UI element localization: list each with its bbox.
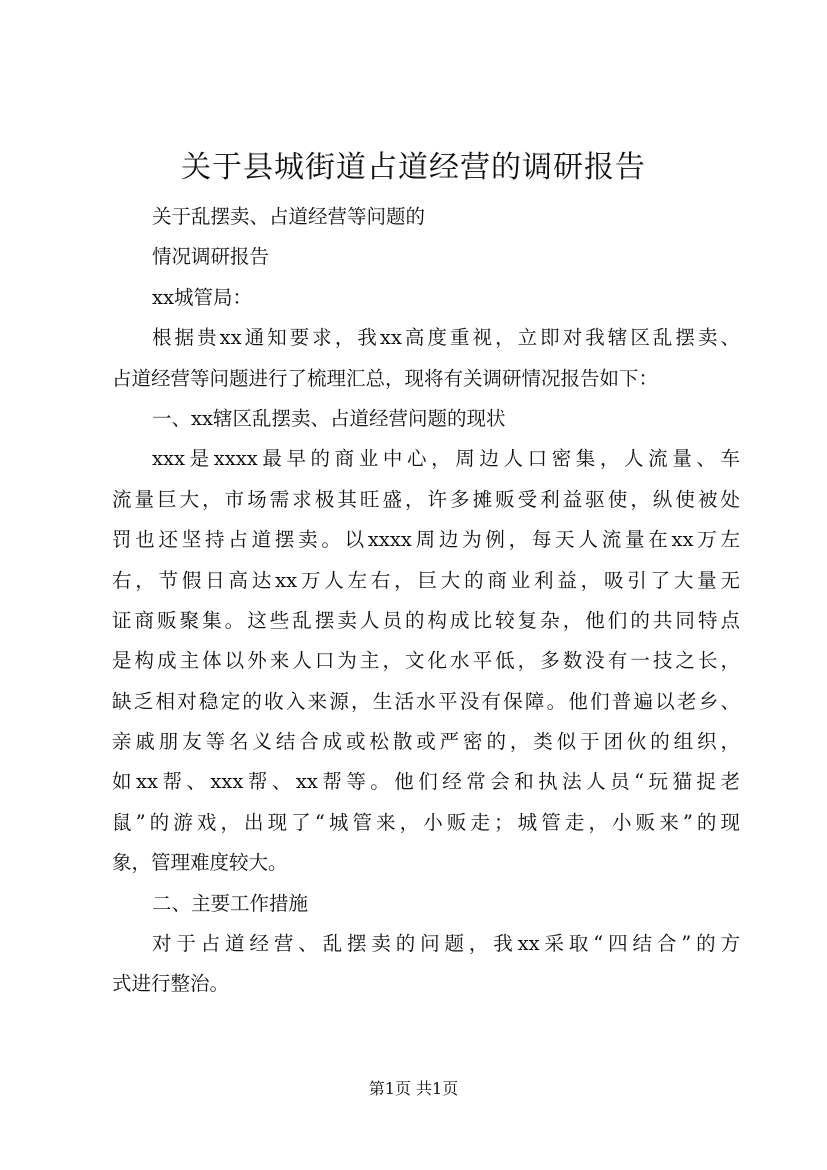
body-line: 根据贵xx通知要求，我xx高度重视，立即对我辖区乱摆卖、 xyxy=(152,326,740,350)
body-line: 罚也还坚持占道摆卖。以xxxx周边为例，每天人流量在xx万左 xyxy=(112,528,740,552)
document-title: 关于县城街道占道经营的调研报告 xyxy=(181,150,646,185)
body-line: 二、主要工作措施 xyxy=(152,891,309,915)
body-line: 一、xx辖区乱摆卖、占道经营问题的现状 xyxy=(152,406,506,430)
body-line: 情况调研报告 xyxy=(152,245,270,269)
body-line: 亲戚朋友等名义结合成或松散或严密的，类似于团伙的组织， xyxy=(112,730,740,754)
document-body xyxy=(112,197,740,1005)
body-line: 缺乏相对稳定的收入来源，生活水平没有保障。他们普遍以老乡、 xyxy=(112,689,740,713)
body-line: 如xx帮、xxx帮、xx帮等。他们经常会和执法人员“玩猫捉老 xyxy=(112,770,740,794)
body-line: 式进行整治。 xyxy=(112,972,230,996)
body-line: 占道经营等问题进行了梳理汇总，现将有关调研情况报告如下： xyxy=(112,366,659,390)
body-line: 右，节假日高达xx万人左右，巨大的商业利益，吸引了大量无 xyxy=(112,568,740,592)
body-line: 鼠”的游戏，出现了“城管来，小贩走；城管走，小贩来”的现 xyxy=(112,810,740,834)
body-line: xx城管局： xyxy=(152,285,252,309)
body-line: xxx是xxxx最早的商业中心，周边人口密集，人流量、车 xyxy=(152,447,740,471)
body-line: 是构成主体以外来人口为主，文化水平低，多数没有一技之长， xyxy=(112,649,740,673)
body-line: 对于占道经营、乱摆卖的问题，我xx采取“四结合”的方 xyxy=(152,932,740,956)
body-line: 流量巨大，市场需求极其旺盛，许多摊贩受利益驱使，纵使被处 xyxy=(112,487,740,511)
body-line: 关于乱摆卖、占道经营等问题的 xyxy=(152,205,426,228)
body-line: 象，管理难度较大。 xyxy=(112,851,288,875)
body-line: 证商贩聚集。这些乱摆卖人员的构成比较复杂，他们的共同特点 xyxy=(112,608,740,632)
page-footer: 第1页 共1页 xyxy=(368,1079,459,1098)
